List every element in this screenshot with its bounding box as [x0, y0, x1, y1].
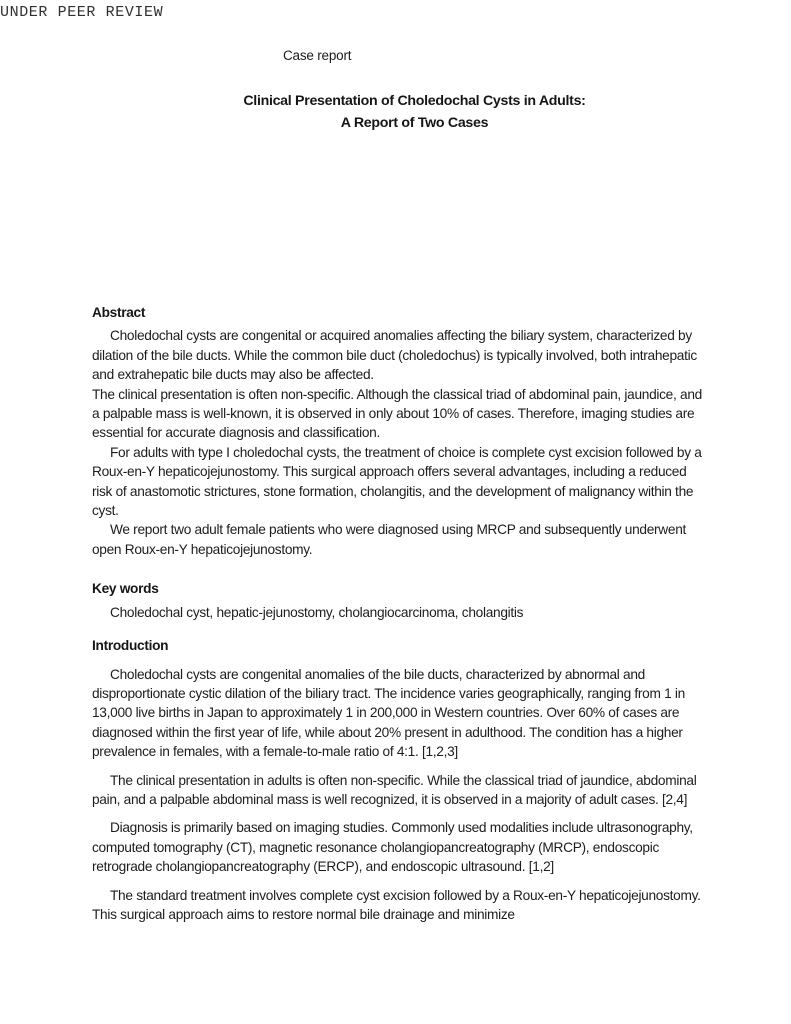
paper-title-line2: A Report of Two Cases [340, 114, 489, 131]
abstract-paragraph: Choledochal cysts are congenital or acquired anomalies affecting the biliary system, characterized by dilation of the bile ducts. While the common bile duct (choledochus) is typically involved, both intrahepatic and extrahepatic bile ducts may also be affected. [92, 328, 697, 383]
introduction-paragraph: The standard treatment involves complete cyst excision followed by a Roux-en-Y hepaticojejunostomy. This surgical approach aims to restore normal bile drainage and minimize [92, 887, 701, 922]
abstract-body [92, 326, 708, 559]
abstract-paragraph: For adults with type I choledochal cysts, the treatment of choice is complete cyst excision followed by a Roux-en-Y hepaticojejunostomy. This surgical approach offers several advantages, including a reduced risk of anastomotic strictures, stone formation, cholangitis, and the development of malignancy within the cyst. [92, 444, 702, 519]
keywords-heading: Key words [92, 581, 159, 597]
introduction-paragraph: Choledochal cysts are congenital anomalies of the bile ducts, characterized by abnormal and disproportionate cystic dilation of the biliary tract. The incidence varies geographically, ranging from 1 in 13,000 live births in Japan to approximately 1 in 200,000 in Western countries. Over 60% of cases are diagnosed within the first year of life, while about 20% present in adulthood. The condition has a higher prevalence in females, with a female-to-male ratio of 4:1. [1,2,3] [92, 666, 685, 760]
article-type-label: Case report [283, 48, 352, 63]
introduction-paragraph: Diagnosis is primarily based on imaging studies. Commonly used modalities include ultrasonography, computed tomography (CT), magnetic resonance cholangiopancreatography (MRCP), endoscopic retrograde cholangiopancreatography (ERCP), and endoscopic ultrasound. [1,2] [92, 820, 693, 875]
introduction-heading: Introduction [92, 638, 169, 654]
paper-title-line1: Clinical Presentation of Choledochal Cysts in Adults: [243, 93, 586, 109]
abstract-paragraph: The clinical presentation is often non-specific. Although the classical triad of abdominal pain, jaundice, and a palpable mass is well-known, it is observed in only about 10% of cases. Therefore, imaging studies are essential for accurate diagnosis and classification. [92, 386, 702, 441]
peer-review-watermark: UNDER PEER REVIEW [0, 4, 164, 21]
abstract-paragraph: We report two adult female patients who were diagnosed using MRCP and subsequently underwent open Roux-en-Y hepaticojejunostomy. [92, 522, 687, 557]
paper-title [38, 91, 791, 134]
introduction-paragraph: The clinical presentation in adults is often non-specific. While the classical triad of jaundice, abdominal pain, and a palpable abdominal mass is well recognized, it is observed in a majority of adult cases. [2,4] [92, 772, 697, 807]
abstract-heading: Abstract [92, 305, 146, 320]
introduction-body [92, 665, 708, 925]
keywords-list: Choledochal cyst, hepatic-jejunostomy, cholangiocarcinoma, cholangitis [110, 604, 524, 620]
page-body [92, 303, 708, 924]
